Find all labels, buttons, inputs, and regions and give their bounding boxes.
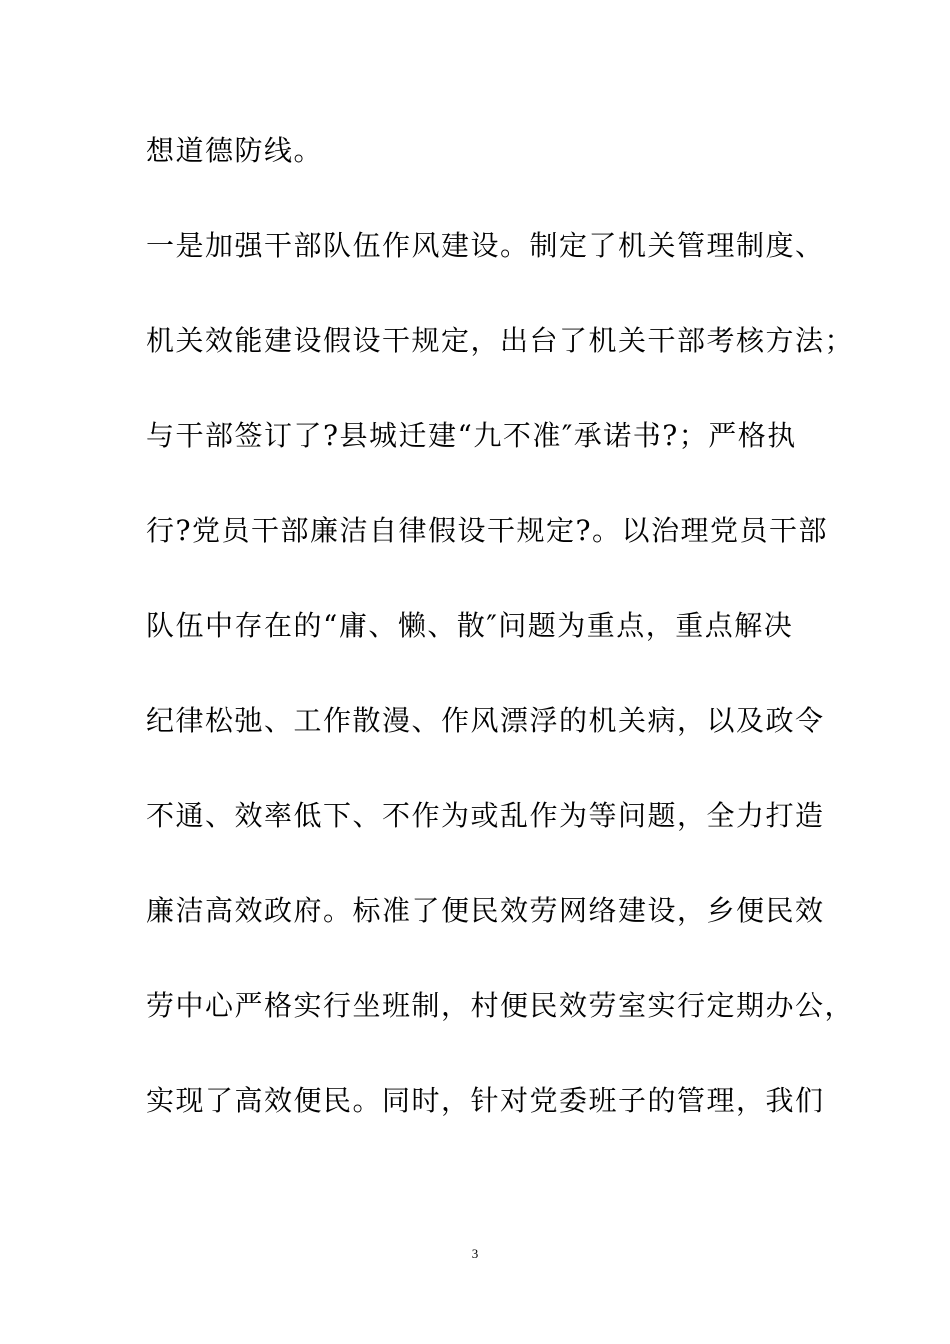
page-number: 3 — [471, 1246, 479, 1261]
text-line: 劳中心严格实行坐班制，村便民效劳室实行定期办公， — [146, 989, 855, 1022]
body-text — [146, 126, 855, 1171]
text-line: 不通、效率低下、不作为或乱作为等问题，全力打造 — [146, 799, 825, 832]
text-line: 实现了高效便民。同时，针对党委班子的管理，我们 — [146, 1084, 825, 1117]
text-line: 机关效能建设假设干规定，出台了机关干部考核方法； — [146, 324, 855, 357]
text-line: 行?党员干部廉洁自律假设干规定?。以治理党员干部 — [146, 514, 829, 547]
text-line: 队伍中存在的“庸、懒、散″问题为重点，重点解决 — [146, 609, 794, 642]
text-line: 与干部签订了?县城迁建“九不准″承诺书?；严格执 — [146, 419, 797, 452]
text-line: 一是加强干部队伍作风建设。制定了机关管理制度、 — [146, 229, 825, 262]
text-line: 廉洁高效政府。标准了便民效劳网络建设，乡便民效 — [146, 894, 825, 927]
text-line: 想道德防线。 — [146, 134, 324, 167]
text-line: 纪律松弛、工作散漫、作风漂浮的机关病，以及政令 — [146, 704, 825, 737]
